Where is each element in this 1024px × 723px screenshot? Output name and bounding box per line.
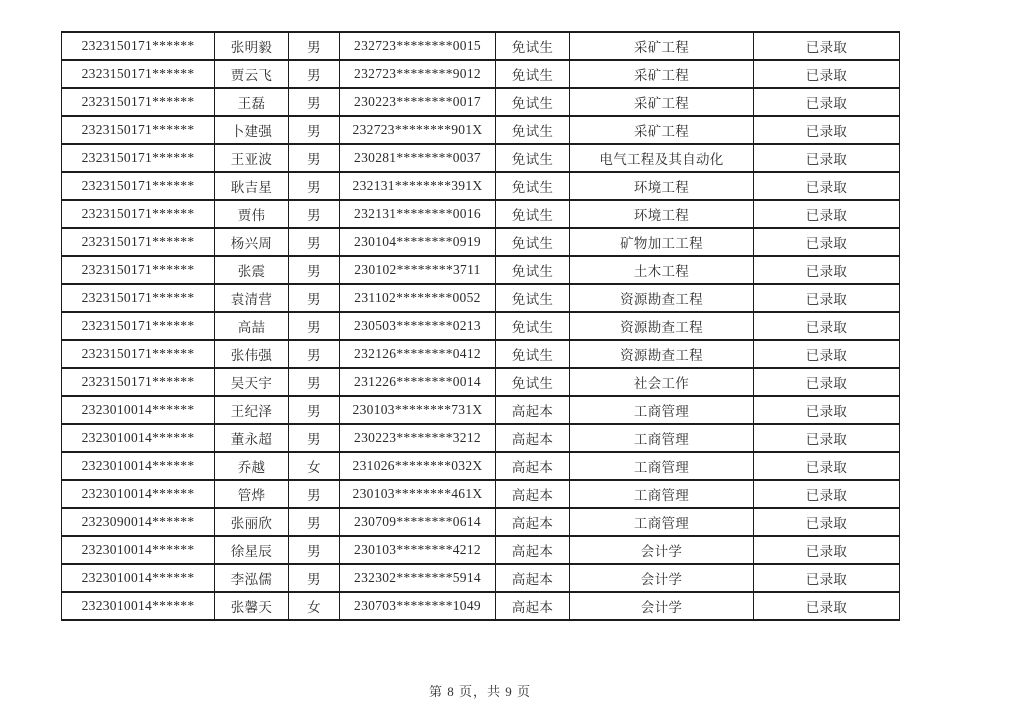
cell-exam-no: 2323150171****** — [62, 228, 215, 256]
cell-name: 李泓儒 — [215, 564, 289, 592]
cell-exam-no: 2323010014****** — [62, 452, 215, 480]
table-row — [62, 340, 900, 368]
cell-name: 张伟强 — [215, 340, 289, 368]
cell-gender: 男 — [289, 564, 340, 592]
cell-major: 社会工作 — [570, 368, 754, 396]
cell-major: 工商管理 — [570, 480, 754, 508]
cell-status: 已录取 — [754, 284, 900, 312]
cell-status: 已录取 — [754, 172, 900, 200]
table-row — [62, 116, 900, 144]
cell-major: 采矿工程 — [570, 116, 754, 144]
cell-id-no: 230103********4212 — [340, 536, 496, 564]
cell-name: 高喆 — [215, 312, 289, 340]
cell-name: 王纪泽 — [215, 396, 289, 424]
cell-id-no: 230709********0614 — [340, 508, 496, 536]
cell-major: 采矿工程 — [570, 60, 754, 88]
table-row — [62, 480, 900, 508]
cell-exam-no: 2323150171****** — [62, 88, 215, 116]
cell-category: 高起本 — [496, 564, 570, 592]
cell-exam-no: 2323150171****** — [62, 116, 215, 144]
cell-status: 已录取 — [754, 228, 900, 256]
cell-category: 免试生 — [496, 256, 570, 284]
cell-name: 张明毅 — [215, 32, 289, 60]
cell-category: 免试生 — [496, 284, 570, 312]
cell-id-no: 230104********0919 — [340, 228, 496, 256]
cell-category: 免试生 — [496, 312, 570, 340]
admission-roster-table — [61, 31, 900, 621]
table-row — [62, 592, 900, 620]
cell-gender: 男 — [289, 536, 340, 564]
cell-name: 徐星辰 — [215, 536, 289, 564]
cell-major: 环境工程 — [570, 200, 754, 228]
cell-gender: 男 — [289, 60, 340, 88]
cell-gender: 男 — [289, 340, 340, 368]
cell-major: 矿物加工工程 — [570, 228, 754, 256]
cell-exam-no: 2323150171****** — [62, 200, 215, 228]
cell-status: 已录取 — [754, 60, 900, 88]
table-row — [62, 312, 900, 340]
cell-major: 会计学 — [570, 564, 754, 592]
cell-major: 工商管理 — [570, 424, 754, 452]
cell-gender: 男 — [289, 312, 340, 340]
cell-status: 已录取 — [754, 480, 900, 508]
cell-gender: 男 — [289, 228, 340, 256]
cell-gender: 男 — [289, 256, 340, 284]
cell-id-no: 231226********0014 — [340, 368, 496, 396]
cell-id-no: 230103********461X — [340, 480, 496, 508]
cell-status: 已录取 — [754, 508, 900, 536]
cell-category: 免试生 — [496, 228, 570, 256]
cell-name: 管烨 — [215, 480, 289, 508]
cell-category: 免试生 — [496, 200, 570, 228]
cell-name: 张馨天 — [215, 592, 289, 620]
cell-gender: 男 — [289, 172, 340, 200]
cell-category: 免试生 — [496, 88, 570, 116]
table-row — [62, 284, 900, 312]
cell-gender: 男 — [289, 88, 340, 116]
cell-category: 免试生 — [496, 340, 570, 368]
cell-name: 贾云飞 — [215, 60, 289, 88]
cell-exam-no: 2323150171****** — [62, 256, 215, 284]
cell-status: 已录取 — [754, 200, 900, 228]
cell-major: 电气工程及其自动化 — [570, 144, 754, 172]
cell-gender: 男 — [289, 508, 340, 536]
cell-category: 免试生 — [496, 60, 570, 88]
cell-exam-no: 2323150171****** — [62, 172, 215, 200]
cell-major: 环境工程 — [570, 172, 754, 200]
cell-gender: 男 — [289, 144, 340, 172]
cell-gender: 男 — [289, 480, 340, 508]
cell-major: 工商管理 — [570, 396, 754, 424]
cell-major: 工商管理 — [570, 508, 754, 536]
cell-id-no: 232126********0412 — [340, 340, 496, 368]
table-row — [62, 256, 900, 284]
cell-category: 免试生 — [496, 172, 570, 200]
table-row — [62, 368, 900, 396]
cell-gender: 男 — [289, 200, 340, 228]
cell-major: 采矿工程 — [570, 88, 754, 116]
cell-id-no: 230103********731X — [340, 396, 496, 424]
cell-exam-no: 2323010014****** — [62, 424, 215, 452]
table-row — [62, 536, 900, 564]
cell-id-no: 231102********0052 — [340, 284, 496, 312]
cell-id-no: 232723********901X — [340, 116, 496, 144]
cell-id-no: 230223********0017 — [340, 88, 496, 116]
cell-major: 工商管理 — [570, 452, 754, 480]
cell-category: 免试生 — [496, 144, 570, 172]
cell-name: 张震 — [215, 256, 289, 284]
cell-name: 王亚波 — [215, 144, 289, 172]
cell-id-no: 232302********5914 — [340, 564, 496, 592]
cell-status: 已录取 — [754, 592, 900, 620]
cell-id-no: 230223********3212 — [340, 424, 496, 452]
table-row — [62, 508, 900, 536]
table-row — [62, 564, 900, 592]
cell-status: 已录取 — [754, 116, 900, 144]
cell-name: 杨兴周 — [215, 228, 289, 256]
cell-name: 贾伟 — [215, 200, 289, 228]
cell-id-no: 230102********3711 — [340, 256, 496, 284]
table-row — [62, 452, 900, 480]
cell-category: 免试生 — [496, 116, 570, 144]
cell-category: 高起本 — [496, 424, 570, 452]
table-row — [62, 32, 900, 60]
cell-status: 已录取 — [754, 452, 900, 480]
cell-id-no: 230703********1049 — [340, 592, 496, 620]
cell-id-no: 232131********0016 — [340, 200, 496, 228]
cell-gender: 男 — [289, 116, 340, 144]
cell-exam-no: 2323150171****** — [62, 312, 215, 340]
cell-id-no: 230281********0037 — [340, 144, 496, 172]
table-row — [62, 144, 900, 172]
cell-gender: 男 — [289, 32, 340, 60]
cell-status: 已录取 — [754, 144, 900, 172]
cell-category: 高起本 — [496, 396, 570, 424]
cell-major: 资源勘查工程 — [570, 340, 754, 368]
cell-name: 王磊 — [215, 88, 289, 116]
table-row — [62, 60, 900, 88]
cell-name: 吴天宇 — [215, 368, 289, 396]
table-row — [62, 200, 900, 228]
cell-status: 已录取 — [754, 312, 900, 340]
cell-id-no: 232131********391X — [340, 172, 496, 200]
cell-exam-no: 2323010014****** — [62, 592, 215, 620]
table-row — [62, 424, 900, 452]
cell-exam-no: 2323150171****** — [62, 284, 215, 312]
cell-id-no: 230503********0213 — [340, 312, 496, 340]
cell-id-no: 232723********9012 — [340, 60, 496, 88]
cell-category: 高起本 — [496, 508, 570, 536]
cell-major: 会计学 — [570, 536, 754, 564]
cell-gender: 女 — [289, 592, 340, 620]
cell-gender: 男 — [289, 368, 340, 396]
table-row — [62, 172, 900, 200]
cell-name: 董永超 — [215, 424, 289, 452]
cell-name: 耿吉星 — [215, 172, 289, 200]
cell-exam-no: 2323150171****** — [62, 60, 215, 88]
cell-exam-no: 2323090014****** — [62, 508, 215, 536]
table-row — [62, 228, 900, 256]
cell-status: 已录取 — [754, 256, 900, 284]
cell-exam-no: 2323010014****** — [62, 480, 215, 508]
cell-exam-no: 2323010014****** — [62, 396, 215, 424]
cell-status: 已录取 — [754, 424, 900, 452]
cell-status: 已录取 — [754, 536, 900, 564]
cell-status: 已录取 — [754, 564, 900, 592]
cell-id-no: 231026********032X — [340, 452, 496, 480]
cell-exam-no: 2323150171****** — [62, 32, 215, 60]
cell-major: 资源勘查工程 — [570, 284, 754, 312]
cell-category: 高起本 — [496, 592, 570, 620]
cell-status: 已录取 — [754, 340, 900, 368]
cell-category: 高起本 — [496, 452, 570, 480]
cell-status: 已录取 — [754, 396, 900, 424]
cell-gender: 男 — [289, 284, 340, 312]
cell-status: 已录取 — [754, 368, 900, 396]
cell-name: 张丽欣 — [215, 508, 289, 536]
cell-category: 免试生 — [496, 368, 570, 396]
cell-category: 高起本 — [496, 536, 570, 564]
cell-major: 土木工程 — [570, 256, 754, 284]
cell-status: 已录取 — [754, 32, 900, 60]
cell-gender: 女 — [289, 452, 340, 480]
cell-gender: 男 — [289, 424, 340, 452]
cell-exam-no: 2323150171****** — [62, 144, 215, 172]
cell-status: 已录取 — [754, 88, 900, 116]
cell-exam-no: 2323010014****** — [62, 536, 215, 564]
cell-exam-no: 2323010014****** — [62, 564, 215, 592]
cell-major: 资源勘查工程 — [570, 312, 754, 340]
cell-gender: 男 — [289, 396, 340, 424]
cell-name: 卜建强 — [215, 116, 289, 144]
cell-category: 高起本 — [496, 480, 570, 508]
table-row — [62, 396, 900, 424]
cell-name: 袁清营 — [215, 284, 289, 312]
roster-table-body — [62, 32, 900, 620]
cell-name: 乔越 — [215, 452, 289, 480]
cell-category: 免试生 — [496, 32, 570, 60]
cell-major: 会计学 — [570, 592, 754, 620]
page-footer: 第 8 页，共 9 页 — [428, 684, 531, 699]
table-row — [62, 88, 900, 116]
cell-id-no: 232723********0015 — [340, 32, 496, 60]
cell-exam-no: 2323150171****** — [62, 368, 215, 396]
cell-exam-no: 2323150171****** — [62, 340, 215, 368]
cell-major: 采矿工程 — [570, 32, 754, 60]
